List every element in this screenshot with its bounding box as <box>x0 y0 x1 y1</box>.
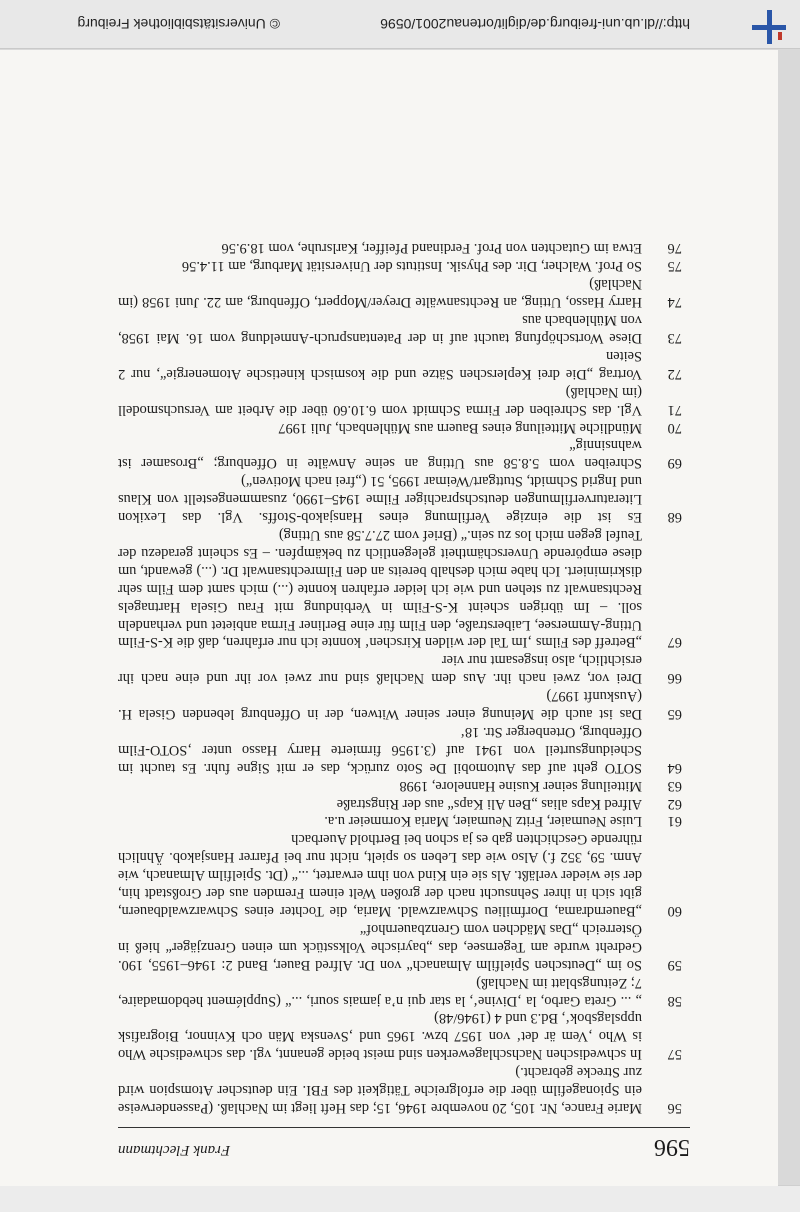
note-text: Es ist die einzige Verfilmung eines Hansjakob-Stoffs. Vgl. das Lexikon Literaturverfilmungen deutschsprachiger Filme 1945–1990, zusammengestellt von Klaus und Ingrid Schmidt, Stuttgart/Weimar 1995, 51 („frei nach Motiven“) <box>118 473 642 526</box>
note-number: 75 <box>667 258 682 275</box>
note-text: Schreiben vom 5.8.58 aus Utting an seine Anwälte in Offenburg; „Brosamer ist wahnsinnig“ <box>118 437 642 472</box>
note-text: Vgl. das Schreiben der Firma Schmidt vom 6.10.60 über die Arbeit am Versuchsmodell (im Nachlaß) <box>118 383 642 418</box>
endnote <box>118 346 682 382</box>
note-number: 71 <box>667 401 682 418</box>
note-text: In schwedischen Nachschlagewerken sind meist beide genannt, vgl. das schwedische Who is Who ‚Vem är det‘ von 1957 bzw. 1965 und ‚Svenska Män och Kvinnor, Biografisk uppslagsbok‘, Bd.3 und 4 (1946/48) <box>118 1010 642 1063</box>
endnote <box>118 382 682 418</box>
note-number: 58 <box>667 992 682 1009</box>
note-number: 56 <box>667 1100 682 1116</box>
endnote <box>118 525 682 650</box>
endnote <box>118 257 682 275</box>
endnote <box>118 239 682 257</box>
header-rule <box>118 1127 690 1128</box>
endnote <box>118 686 682 722</box>
endnote <box>118 776 682 794</box>
endnote <box>118 722 682 776</box>
note-number: 72 <box>667 365 682 382</box>
library-logo-icon <box>752 10 786 44</box>
note-text: Drei vor, zwei nach ihr. Aus dem Nachlaß sind nur zwei vor ihr und eine nach ihr ersichtlich, also insgesamt nur vier <box>118 652 642 687</box>
endnote <box>118 973 682 1009</box>
endnote <box>118 436 682 472</box>
endnote <box>118 650 682 686</box>
endnote <box>118 812 682 830</box>
note-text: „Betreff des Films ‚Im Tal der wilden Kirschen‘ konnte ich nur erfahren, daß die K-S-Film Utting-Ammersee, Laiberstraße, den Film für eine Berliner Firma anbietet und verhandeln soll. – Im übrigen scheint K-S-Film in Verbindung mit Frau Gisela Hartnagels Rechtsanwalt zu stehen und wie ich leider erfahren konnte (...) mich samt dem Film sehr diskriminiert. Ich habe mich deshalb bereits an den Filmrechtsanwalt Dr. (...) gewandt, um diese empörende Unverschämtheit gelegentlich zu bekämpfen. – Es scheint geradezu der Teufel gegen mich los zu sein.“ (Brief vom 27.7.58 aus Utting) <box>118 527 642 651</box>
note-number: 65 <box>667 706 682 723</box>
note-number: 70 <box>667 419 682 436</box>
endnote <box>118 1062 682 1116</box>
note-text: Alfred Kaps alias „Ben Ali Kaps“ aus der Ringstraße <box>336 795 642 812</box>
note-number: 69 <box>667 455 682 472</box>
note-number: 57 <box>667 1046 682 1063</box>
note-text: So Prof. Walcher, Dir. des Physik. Instituts der Universität Marburg, am 11.4.56 <box>181 258 642 275</box>
note-text: Mitteilung seiner Kusine Hannelore, 1998 <box>399 777 642 794</box>
note-text: „ ... Greta Garbo, la ‚Divine‘, la star qui n’a jamais souri, ...“ (Supplément hebdomadaire, 7; Zeitungsblatt im Nachlaß) <box>118 974 642 1009</box>
note-number: 64 <box>667 759 682 776</box>
endnote <box>118 418 682 436</box>
note-text: „Bauerndrama, Dorfmilieu Schwarzwald. Maria, die Tochter eines Schwarzwaldbauern, gibt sich in ihrer Sehnsucht nach der großen Welt einem Fremden aus der Großstadt hin, der sie wieder verläßt. Als sie ein Kind von ihm erwartet, ...“ (Dt. Spielfilm Almanach, wie Anm. 59, 352 f.) Also wie das Leben so spielt, nicht nur bei Pfarrer Hansjakob. Ähnlich rührende Geschichten gab es ja schon bei Berthold Auerbach <box>118 831 642 920</box>
note-number: 59 <box>667 956 682 973</box>
note-number: 68 <box>667 509 682 526</box>
note-text: Vortrag „Die drei Keplerschen Sätze und die kosmisch kinetische Atomenergie“, nur 2 Seiten <box>118 347 642 382</box>
endnote <box>118 274 682 310</box>
note-number: 66 <box>667 670 682 687</box>
page-number: 596 <box>654 1134 690 1160</box>
endnote <box>118 794 682 812</box>
endnote <box>118 919 682 973</box>
note-text: Luise Neumaier, Fritz Neumaier, Maria Kornmeier u.a. <box>324 813 642 830</box>
endnote <box>118 310 682 346</box>
endnote <box>118 1009 682 1063</box>
source-url: http://dl.ub.uni-freiburg.de/diglit/ortenau2001/0596 <box>380 16 690 32</box>
library-credit: © Universitätsbibliothek Freiburg <box>77 16 280 32</box>
endnote <box>118 830 682 920</box>
page-header <box>118 1126 690 1160</box>
endnote <box>118 471 682 525</box>
note-text: Mündliche Mitteilung eines Bauern aus Mühlenbach, Juli 1997 <box>278 419 642 436</box>
note-number: 61 <box>667 813 682 830</box>
note-number: 73 <box>667 330 682 347</box>
note-text: Marie France, Nr. 105, 20 novembre 1946, 15; das Heft liegt im Nachlaß. (Passenderweise ein Spionagefilm über die erfolgreiche Tätigkeit des FBI. Ein deutscher Atomspion wird zur Strecke gebracht.) <box>118 1064 642 1116</box>
endnotes <box>118 239 682 1116</box>
note-number: 67 <box>667 634 682 651</box>
note-text: Harry Hasso, Utting, an Rechtsanwälte Dreyer/Moppert, Offenburg, am 22. Juni 1958 (im Nachlaß) <box>118 276 642 311</box>
note-text: Diese Wortschöpfung taucht auf in der Patentanspruch-Anmeldung vom 16. Mai 1958, von Mühlenbach aus <box>118 312 642 347</box>
note-number: 62 <box>667 795 682 812</box>
note-text: So im „Deutschen Spielfilm Almanach“ von Dr. Alfred Bauer, Band 2: 1946–1955, 190. Gedreht wurde am Tegernsee, das „bayrische Volksstück um einen Grenzjäger“ hieß in Österreich „Das Mädchen vom Grenzbauernhof“ <box>118 920 642 973</box>
note-text: SOTO geht auf das Automobil De Soto zurück, das er mit Signe fuhr. Es taucht im Scheidungsurteil von 1941 auf (3.1956 firmierte Harry Hasso unter ‚SOTO-Film Offenburg, Ortenberger Str. 18‘ <box>118 723 642 776</box>
note-number: 76 <box>667 240 682 257</box>
note-number: 74 <box>667 294 682 311</box>
running-author: Frank Flechtmann <box>118 1142 231 1158</box>
note-number: 60 <box>667 903 682 920</box>
note-number: 63 <box>667 777 682 794</box>
note-text: Das ist auch die Meinung einer seiner Witwen, der in Offenburg lebenden Gisela H. (Auskunft 1997) <box>118 688 642 723</box>
note-text: Etwa im Gutachten von Prof. Ferdinand Pfeiffer, Karlsruhe, vom 18.9.56 <box>221 240 642 257</box>
